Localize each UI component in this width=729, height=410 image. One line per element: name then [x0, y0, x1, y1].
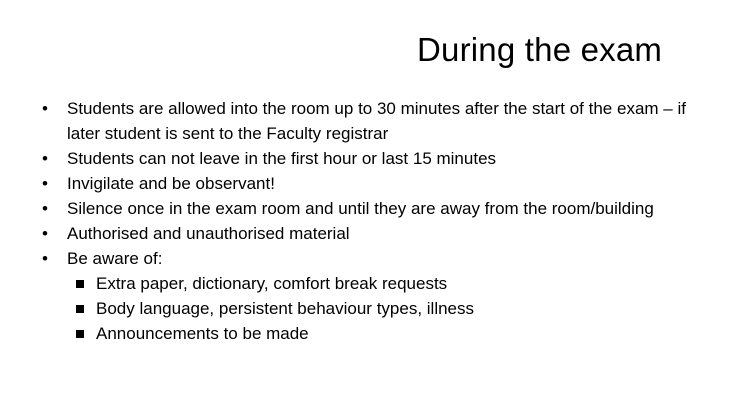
- bullet-text: Silence once in the exam room and until they are away from the room/building: [67, 199, 654, 218]
- bullet-text: Students can not leave in the first hour or last 15 minutes: [67, 149, 497, 168]
- square-bullet-icon: [76, 280, 84, 288]
- bullet-item: [0, 146, 729, 171]
- bullet-item: [0, 246, 729, 271]
- bullet-text: Students are allowed into the room up to 30 minutes after the start of the exam – if later student is sent to the Faculty registrar: [67, 99, 686, 143]
- bullet-item: [0, 96, 729, 146]
- bullet-dot-icon: •: [42, 224, 48, 243]
- bullet-dot-icon: •: [42, 199, 48, 218]
- bullet-list: [0, 96, 729, 346]
- bullet-dot-icon: •: [42, 174, 48, 193]
- sub-bullet-item: [0, 271, 729, 296]
- bullet-item: [0, 196, 729, 221]
- square-bullet-icon: [76, 330, 84, 338]
- square-bullet-icon: [76, 305, 84, 313]
- bullet-item: [0, 171, 729, 196]
- sub-bullet-text: Announcements to be made: [96, 324, 309, 343]
- sub-bullet-item: [0, 296, 729, 321]
- bullet-item: [0, 221, 729, 246]
- bullet-text: Authorised and unauthorised material: [67, 224, 350, 243]
- sub-bullet-text: Body language, persistent behaviour types, illness: [96, 299, 475, 318]
- sub-bullet-text: Extra paper, dictionary, comfort break requests: [96, 274, 448, 293]
- bullet-dot-icon: •: [42, 149, 48, 168]
- bullet-text: Invigilate and be observant!: [67, 174, 275, 193]
- sub-bullet-item: [0, 321, 729, 346]
- bullet-dot-icon: •: [42, 249, 48, 268]
- slide-title: During the exam: [417, 31, 663, 68]
- bullet-dot-icon: •: [42, 99, 48, 118]
- bullet-text: Be aware of:: [67, 249, 163, 268]
